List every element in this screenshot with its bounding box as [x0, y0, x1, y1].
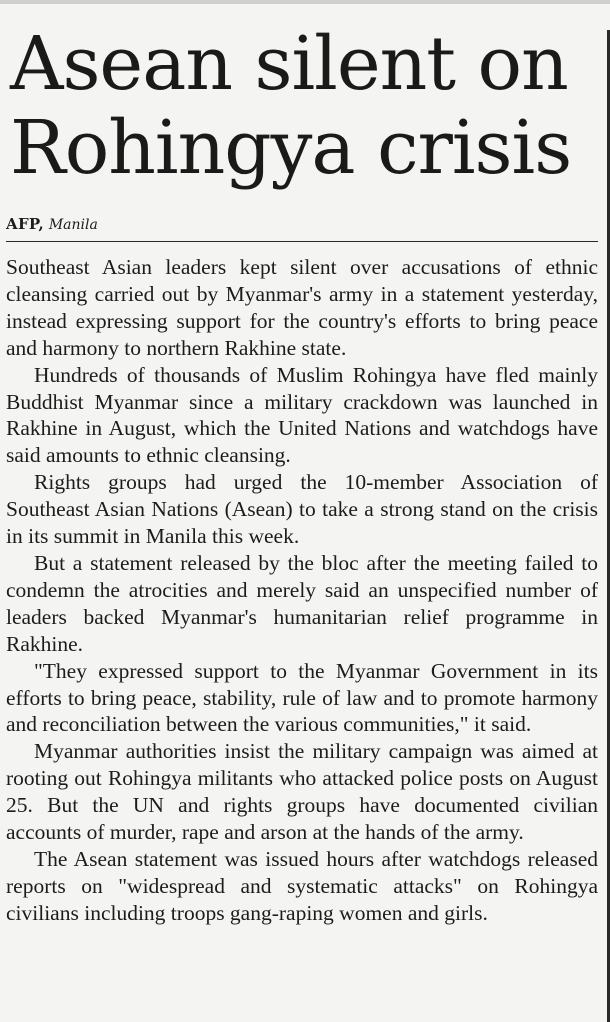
top-border	[0, 0, 610, 4]
article-body	[6, 254, 598, 927]
paragraph-4: But a statement released by the bloc after the meeting failed to condemn the atrocities and merely said an unspecified number of leaders backed Myanmar's humanitarian relief programme in Rakhine.	[6, 550, 598, 656]
paragraph-2: Hundreds of thousands of Muslim Rohingya have fled mainly Buddhist Myanmar since a military crackdown was launched in Rakhine in August, which the United Nations and watchdogs have said amounts to ethnic cleansing.	[6, 362, 598, 468]
headline: Asean silent on Rohingya crisis	[10, 21, 572, 191]
paragraph-5: "They expressed support to the Myanmar Government in its efforts to bring peace, stability, rule of law and to promote harmony and reconciliation between the various communities," it said.	[6, 658, 598, 737]
byline-location: Manila	[48, 217, 98, 233]
byline	[6, 214, 598, 235]
byline-agency: AFP,	[6, 215, 45, 233]
paragraph-1: Southeast Asian leaders kept silent over accusations of ethnic cleansing carried out by Myanmar's army in a statement yesterday, instead expressing support for the country's efforts to bring peace and harmony to northern Rakhine state.	[6, 255, 598, 360]
paragraph-6: Myanmar authorities insist the military campaign was aimed at rooting out Rohingya militants who attacked police posts on August 25. But the UN and rights groups have documented civilian accounts of murder, rape and arson at the hands of the army.	[6, 739, 598, 845]
paragraph-7: The Asean statement was issued hours after watchdogs released reports on "widespread and systematic attacks" on Rohingya civilians including troops gang-raping women and girls.	[6, 846, 598, 925]
byline-divider	[6, 241, 598, 242]
paragraph-3: Rights groups had urged the 10-member Association of Southeast Asian Nations (Asean) to take a strong stand on the crisis in its summit in Manila this week.	[6, 470, 598, 549]
